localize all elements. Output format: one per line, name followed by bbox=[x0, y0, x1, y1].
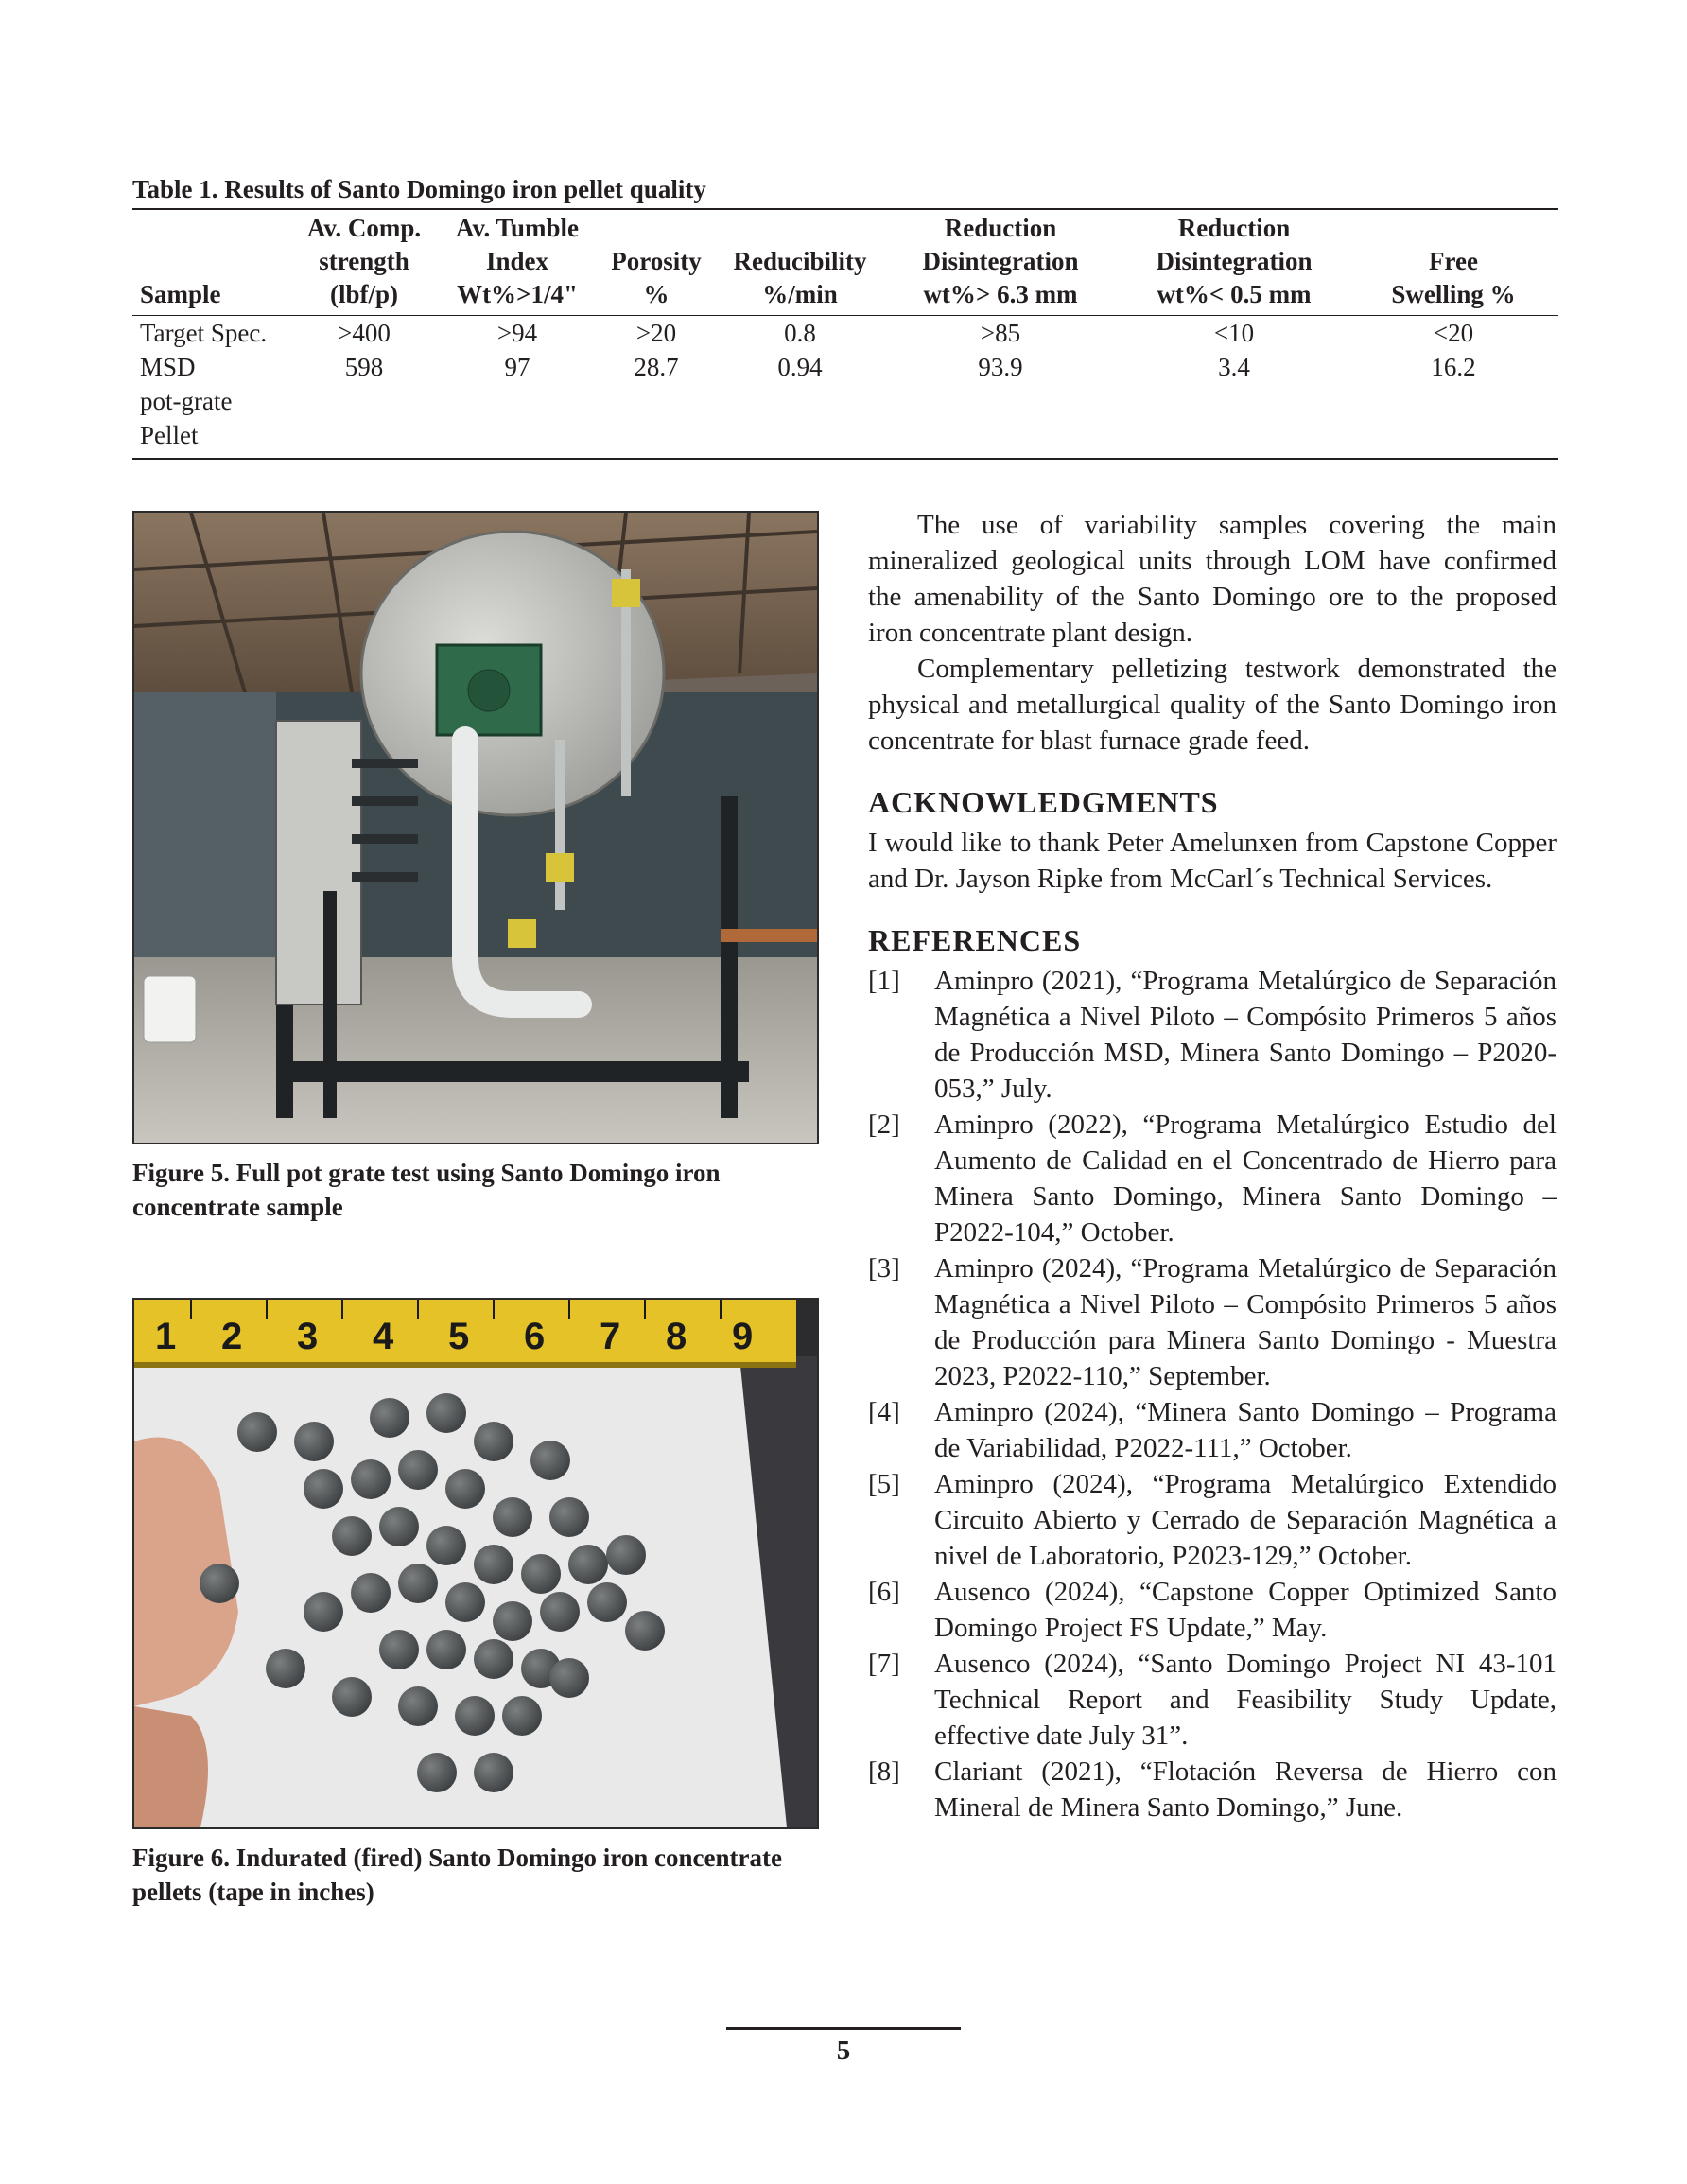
table-cell: Target Spec. bbox=[140, 319, 268, 347]
pellet bbox=[606, 1535, 646, 1575]
reference-item: [8] Clariant (2021), “Flotación Reversa de Hierro con Mineral de Minera Santo Domingo,” June. bbox=[868, 1756, 1557, 1823]
table-cell: <20 bbox=[1433, 319, 1474, 347]
table-header-row bbox=[132, 210, 1558, 316]
header-comp-strength: Av. Comp. strength (lbf/p) bbox=[287, 210, 441, 316]
row-label-continuation: pot-grate Pellet bbox=[140, 387, 233, 449]
pellet bbox=[304, 1469, 343, 1509]
pellet bbox=[493, 1601, 532, 1641]
header-sample: Sample bbox=[132, 210, 287, 316]
pellet bbox=[379, 1507, 419, 1546]
pellet bbox=[200, 1564, 239, 1603]
pellet bbox=[426, 1526, 466, 1565]
right-column bbox=[868, 507, 1557, 1826]
pot-grate-illustration bbox=[134, 513, 817, 1143]
table-cell: 16.2 bbox=[1431, 353, 1476, 381]
pellet bbox=[445, 1582, 485, 1622]
reference-item: [3] Aminpro (2024), “Programa Metalúrgico de Separación Magnética a Nivel Piloto – Compósito Primeros 5 años de Producción para Minera Santo Domingo - Muestra 2023, P2022-110,” September. bbox=[868, 1253, 1557, 1391]
table-caption: Table 1. Results of Santo Domingo iron pellet quality bbox=[132, 174, 1558, 210]
table-cell: 598 bbox=[344, 353, 384, 381]
tape-number: 5 bbox=[448, 1316, 470, 1357]
table-cell: 0.94 bbox=[777, 353, 823, 381]
reference-item: [5] Aminpro (2024), “Programa Metalúrgico Extendido Circuito Abierto y Cerrado de Separación Magnética a nivel de Laboratorio, P2023-129,” October. bbox=[868, 1469, 1557, 1571]
pellet bbox=[625, 1611, 665, 1651]
pellet bbox=[530, 1441, 570, 1480]
pellet bbox=[474, 1545, 513, 1584]
pellet bbox=[540, 1592, 580, 1632]
pellet bbox=[455, 1696, 495, 1736]
pellet bbox=[502, 1696, 542, 1736]
table-row-msd bbox=[132, 350, 1558, 452]
results-table bbox=[132, 210, 1558, 460]
reference-item: [2] Aminpro (2022), “Programa Metalúrgico Estudio del Aumento de Calidad en el Concentrado de Hierro para Minera Santo Domingo, Minera Santo Domingo – P2022-104,” October. bbox=[868, 1109, 1557, 1248]
pellet bbox=[266, 1649, 305, 1688]
pellet bbox=[521, 1554, 561, 1594]
header-reducibility: Reducibility %/min bbox=[719, 210, 881, 316]
header-free-swelling: Free Swelling % bbox=[1348, 210, 1558, 316]
page-number: 5 bbox=[836, 2035, 851, 2066]
table-cell: 28.7 bbox=[634, 353, 679, 381]
tape-number: 3 bbox=[297, 1316, 319, 1357]
acknowledgments-text: I would like to thank Peter Amelunxen from Capstone Copper and Dr. Jayson Ripke from McCarl´s Technical Services. bbox=[868, 828, 1557, 894]
tape-number: 7 bbox=[600, 1316, 621, 1357]
header-tumble-index: Av. Tumble Index Wt%>1/4" bbox=[441, 210, 594, 316]
table-bottom-rule bbox=[132, 452, 1558, 459]
body-paragraph-1: The use of variability samples covering the main mineralized geological units through LOM have confirmed the amenability of the Santo Domingo ore to the proposed iron concentrate plant design. bbox=[868, 510, 1557, 648]
pellet bbox=[587, 1582, 627, 1622]
pellet bbox=[379, 1630, 419, 1669]
figure-5 bbox=[132, 511, 819, 1224]
pellet bbox=[370, 1398, 409, 1438]
reference-list bbox=[868, 963, 1557, 1826]
pellet bbox=[398, 1450, 438, 1490]
references-heading: REFERENCES bbox=[868, 923, 1082, 957]
table-row-target bbox=[132, 316, 1558, 351]
tape-number: 2 bbox=[221, 1316, 243, 1357]
pellet bbox=[332, 1516, 372, 1556]
table-cell: MSD pot-grate Pellet bbox=[132, 350, 287, 452]
table-cell: >400 bbox=[338, 319, 391, 347]
figure-6 bbox=[132, 1298, 819, 1909]
reference-item: [1] Aminpro (2021), “Programa Metalúrgico de Separación Magnética a Nivel Piloto – Compósito Primeros 5 años de Producción MSD, Minera Santo Domingo – P2020-053,” July. bbox=[868, 966, 1557, 1104]
pellet bbox=[426, 1630, 466, 1669]
body-paragraph-2: Complementary pelletizing testwork demonstrated the physical and metallurgical quality of the Santo Domingo iron concentrate for blast furnace grade feed. bbox=[868, 654, 1557, 756]
pellet bbox=[294, 1422, 334, 1461]
pellet bbox=[304, 1592, 343, 1632]
pellet bbox=[568, 1545, 608, 1584]
reference-item: [7] Ausenco (2024), “Santo Domingo Project NI 43-101 Technical Report and Feasibility Study Update, effective date July 31”. bbox=[868, 1649, 1557, 1751]
header-rdi-6-3: Reduction Disintegration wt%> 6.3 mm bbox=[881, 210, 1120, 316]
table-cell: 97 bbox=[504, 353, 530, 381]
table-cell: >85 bbox=[980, 319, 1021, 347]
tape-number: 8 bbox=[666, 1316, 687, 1357]
pellet bbox=[474, 1753, 513, 1792]
header-rdi-0-5: Reduction Disintegration wt%< 0.5 mm bbox=[1120, 210, 1348, 316]
table-cell: <10 bbox=[1213, 319, 1255, 347]
pellet bbox=[549, 1658, 589, 1698]
pellet bbox=[351, 1459, 391, 1499]
table-cell: 0.8 bbox=[784, 319, 816, 347]
pellet bbox=[398, 1686, 438, 1726]
pellet bbox=[332, 1677, 372, 1717]
table-cell: 93.9 bbox=[978, 353, 1023, 381]
table-cell: 3.4 bbox=[1218, 353, 1250, 381]
pellet bbox=[445, 1469, 485, 1509]
pellets-illustration bbox=[134, 1300, 817, 1827]
results-table-block bbox=[132, 174, 1558, 460]
pot-grate-photo bbox=[132, 511, 819, 1144]
pellet bbox=[426, 1393, 466, 1433]
pellets-photo bbox=[132, 1298, 819, 1829]
reference-item: [4] Aminpro (2024), “Minera Santo Domingo – Programa de Variabilidad, P2022-111,” October. bbox=[868, 1397, 1557, 1463]
pellet bbox=[493, 1497, 532, 1537]
figure-5-caption: Figure 5. Full pot grate test using Santo Domingo iron concentrate sample bbox=[132, 1159, 721, 1221]
tape-number: 4 bbox=[373, 1316, 394, 1357]
tape-number: 1 bbox=[155, 1316, 177, 1357]
figure-6-caption: Figure 6. Indurated (fired) Santo Domingo iron concentrate pellets (tape in inches) bbox=[132, 1843, 782, 1906]
tape-number: 9 bbox=[732, 1316, 754, 1357]
pellet bbox=[549, 1497, 589, 1537]
footer-rule bbox=[726, 2027, 961, 2030]
pellet bbox=[237, 1412, 277, 1452]
reference-item: [6] Ausenco (2024), “Capstone Copper Optimized Santo Domingo Project FS Update,” May. bbox=[868, 1577, 1557, 1643]
pellet bbox=[351, 1573, 391, 1613]
table-cell: >94 bbox=[496, 319, 538, 347]
pellet bbox=[417, 1753, 457, 1792]
pellet bbox=[474, 1639, 513, 1679]
tape-number: 6 bbox=[524, 1316, 546, 1357]
pellet bbox=[398, 1564, 438, 1603]
table-cell: >20 bbox=[635, 319, 677, 347]
pellet bbox=[474, 1422, 513, 1461]
acknowledgments-heading: ACKNOWLEDGMENTS bbox=[868, 785, 1219, 819]
header-porosity: Porosity % bbox=[594, 210, 719, 316]
